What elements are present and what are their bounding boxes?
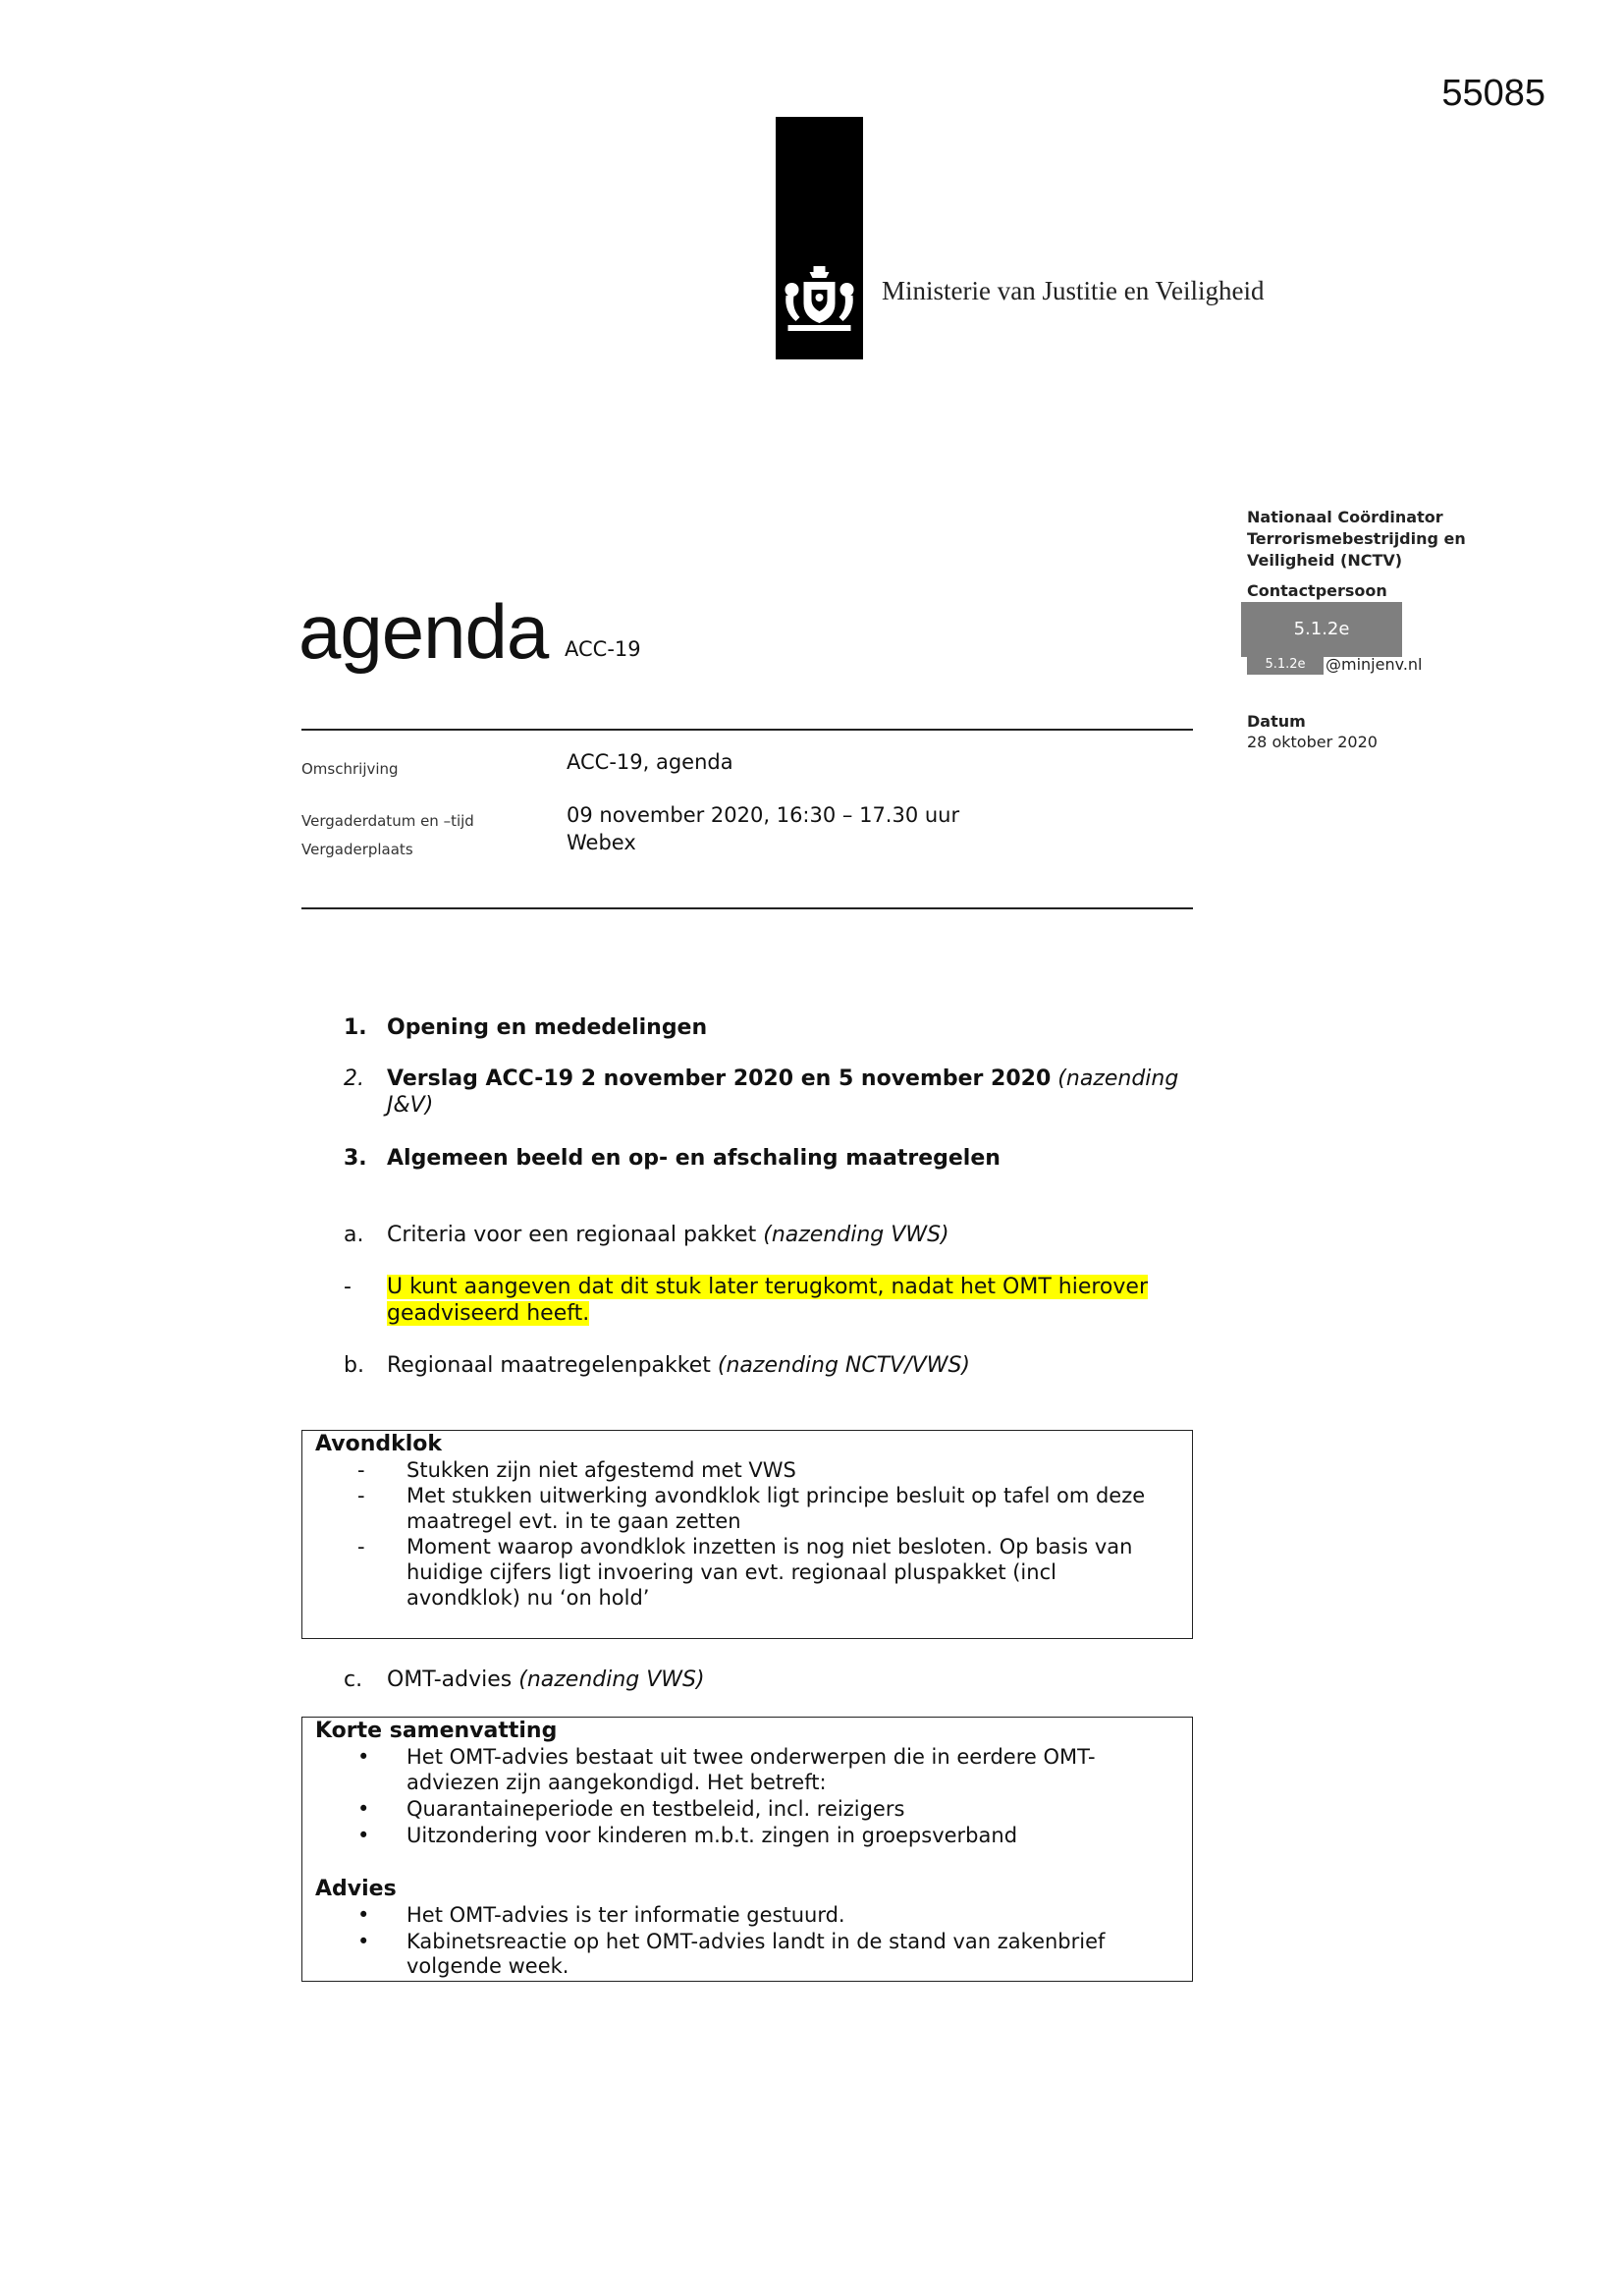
box-line-text: Met stukken uitwerking avondklok ligt principe besluit op tafel om deze: [406, 1484, 1146, 1507]
item-italic: (nazending: [1057, 1066, 1179, 1091]
date-label: Datum: [1247, 712, 1306, 731]
bullet-marker: •: [357, 1930, 370, 1953]
box-line-text: Quarantaineperiode en testbeleid, incl. reizigers: [406, 1797, 905, 1821]
item-label: Regionaal maatregelenpakket: [387, 1353, 711, 1378]
item-label: Criteria voor een regionaal pakket: [387, 1223, 757, 1247]
avondklok-box: [301, 1430, 1193, 1639]
sender-line: Veiligheid (NCTV): [1247, 551, 1403, 570]
contact-label: Contactpersoon: [1247, 581, 1387, 600]
box-line-text: Kabinetsreactie op het OMT-advies landt in de stand van zakenbrief: [406, 1930, 1106, 1953]
item-number: 3.: [344, 1146, 367, 1171]
email-suffix: @minjenv.nl: [1326, 655, 1423, 674]
date-value: 28 oktober 2020: [1247, 733, 1378, 751]
box-heading: Avondklok: [315, 1432, 443, 1456]
item-number: a.: [344, 1223, 364, 1247]
bullet-marker: •: [357, 1797, 370, 1821]
box-line-text: Het OMT-advies bestaat uit twee onderwerpen die in eerdere OMT-: [406, 1745, 1096, 1769]
box-line-text: avondklok) nu ‘on hold’: [406, 1586, 650, 1610]
box-heading: Advies: [315, 1877, 397, 1901]
box-line-text: huidige cijfers ligt invoering van evt. regionaal pluspakket (incl: [406, 1560, 1056, 1584]
item-text: [387, 1222, 1188, 1248]
place-label: Vergaderplaats: [301, 841, 413, 858]
item-bold: Verslag ACC-19 2 november 2020 en 5 november 2020: [387, 1066, 1052, 1091]
dash-marker: -: [357, 1458, 365, 1482]
item-number: 2.: [344, 1066, 364, 1091]
description-label: Omschrijving: [301, 760, 399, 778]
box-line-text: adviezen zijn aangekondigd. Het betreft:: [406, 1771, 827, 1794]
item-text: [387, 1066, 1188, 1119]
page-title: agenda: [298, 588, 549, 675]
ministry-name: Ministerie van Justitie en Veiligheid: [882, 276, 1265, 305]
box-line-text: maatregel evt. in te gaan zetten: [406, 1509, 741, 1533]
sender-line: Nationaal Coördinator: [1247, 508, 1443, 526]
omt-summary-box: [301, 1717, 1193, 1982]
datetime-label: Vergaderdatum en –tijd: [301, 812, 474, 830]
item-italic: (nazending VWS): [518, 1667, 705, 1692]
item-number: 1.: [344, 1015, 367, 1040]
item-text: [387, 1274, 1188, 1327]
sender-organisation: [1247, 507, 1502, 572]
bullet-marker: •: [357, 1824, 370, 1847]
item-number: c.: [344, 1667, 363, 1692]
document-number: 55085: [1441, 73, 1545, 114]
redaction-block-small: 5.1.2e: [1247, 655, 1324, 675]
item-text: [387, 1667, 1188, 1693]
box-line-text: Moment waarop avondklok inzetten is nog niet besloten. Op basis van: [406, 1535, 1133, 1558]
highlighted-text: U kunt aangeven dat dit stuk later terugkomt, nadat het OMT hierover: [387, 1275, 1148, 1299]
place-value: Webex: [567, 831, 636, 854]
item-italic-line2: J&V): [387, 1093, 434, 1118]
box-heading: Korte samenvatting: [315, 1719, 558, 1743]
bullet-marker: •: [357, 1745, 370, 1769]
item-italic: (nazending VWS): [763, 1223, 949, 1247]
dash-marker: -: [357, 1535, 365, 1558]
item-text: Algemeen beeld en op- en afschaling maatregelen: [387, 1146, 1001, 1171]
agenda-note: [344, 1274, 1188, 1329]
dash-marker: -: [357, 1484, 365, 1507]
title-code: ACC-19: [565, 637, 641, 661]
item-label: OMT-advies: [387, 1667, 513, 1692]
box-line-text: volgende week.: [406, 1954, 569, 1978]
item-text: [387, 1352, 1188, 1379]
coat-of-arms-icon: [780, 262, 859, 341]
redaction-block: 5.1.2e: [1241, 602, 1402, 657]
box-line-text: Stukken zijn niet afgestemd met VWS: [406, 1458, 796, 1482]
agenda-item: [344, 1066, 1188, 1121]
description-value: ACC-19, agenda: [567, 750, 733, 774]
item-dash: -: [344, 1275, 352, 1299]
box-line-text: Het OMT-advies is ter informatie gestuurd.: [406, 1903, 845, 1927]
divider: [301, 907, 1193, 909]
item-number: b.: [344, 1353, 364, 1378]
bullet-marker: •: [357, 1903, 370, 1927]
item-text: Opening en mededelingen: [387, 1015, 708, 1040]
highlighted-text: geadviseerd heeft.: [387, 1301, 590, 1326]
box-line-text: Uitzondering voor kinderen m.b.t. zingen in groepsverband: [406, 1824, 1018, 1847]
government-logo-bar: [776, 117, 863, 359]
sender-line: Terrorismebestrijding en: [1247, 529, 1466, 548]
datetime-value: 09 november 2020, 16:30 – 17.30 uur: [567, 803, 960, 827]
item-italic: (nazending NCTV/VWS): [717, 1353, 970, 1378]
divider: [301, 729, 1193, 731]
